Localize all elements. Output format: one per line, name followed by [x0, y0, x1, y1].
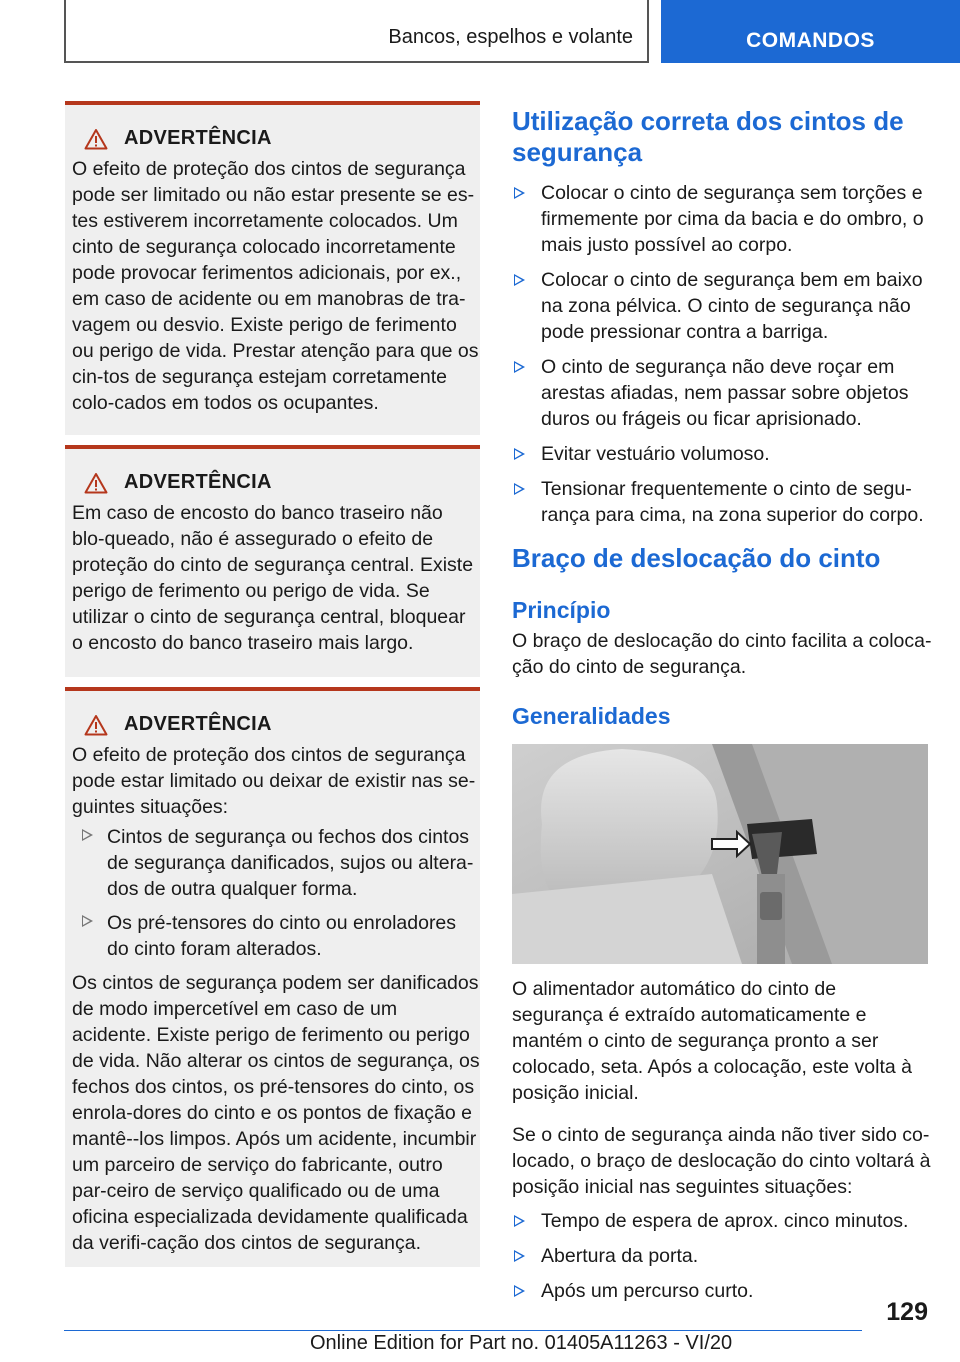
return-conditions-list	[512, 1208, 932, 1304]
bullet-triangle-icon	[514, 448, 525, 460]
warning-list	[72, 824, 480, 962]
paragraph-auto-feeder: O alimentador automático do cinto de segurança é extraído automaticamente e mantém o cinto de segurança pronto a ser colocado, seta. Após a colocação, este volta à posição inicial.	[512, 978, 913, 1104]
list-item: Evitar vestuário volumoso.	[512, 441, 932, 467]
section-title: Bancos, espelhos e volante	[388, 26, 633, 48]
heading-belt-arm: Braço de deslocação do cinto	[512, 543, 881, 573]
warning-outro: Os cintos de segurança podem ser danificados de modo impercetível em caso de um acidente. Existe perigo de ferimento ou perigo de vida. Não alterar os cintos de segurança, os fechos dos cintos, os pré-tensores do cinto, os enrola‐dores do cinto e os pontos de fixação e mantê‐-los limpos. Após um acidente, incumbir um parceiro de serviço do fabricante, outro par‐ceiro de serviço qualificado ou de uma oficina especializada devidamente qualificada da verifi‐cação dos cintos de segurança.	[72, 972, 480, 1254]
list-item: Tempo de espera de aprox. cinco minutos.	[512, 1208, 932, 1234]
paragraph-return-conditions: Se o cinto de segurança ainda não tiver sido co‐locado, o braço de deslocação do cinto voltará à posição inicial nas seguintes situações:	[512, 1124, 931, 1198]
footer-divider	[64, 1330, 862, 1331]
footer-edition: Online Edition for Part no. 01405A11263 - VI/20	[310, 1332, 733, 1354]
list-item: Os pré-tensores do cinto ou enroladores do cinto foram alterados.	[72, 910, 480, 962]
warning-text: O efeito de proteção dos cintos de segurança pode ser limitado ou não estar presente se es‐tes estiverem incorretamente colocados. Um cinto de segurança colocado incorretamente pode provocar ferimentos adicionais, por ex., em caso de acidente ou em manobras de tra‐vagem ou desvio. Existe perigo de ferimento ou perigo de vida. Prestar atenção para que os cin‐tos de segurança estejam corretamente colo‐cados em todos os ocupantes.	[72, 158, 479, 414]
bullet-triangle-icon	[514, 187, 525, 199]
bullet-triangle-icon	[514, 483, 525, 495]
warning-triangle-icon	[84, 714, 108, 736]
subheading-general: Generalidades	[512, 703, 671, 729]
warning-intro: O efeito de proteção dos cintos de segurança pode estar limitado ou deixar de existir nas se‐guintes situações:	[72, 744, 476, 818]
warning-triangle-icon	[84, 472, 108, 494]
page-number: 129	[886, 1298, 928, 1326]
header-chapter-tab[interactable]	[661, 0, 960, 63]
warning-title: ADVERTÊNCIA	[84, 127, 480, 150]
chapter-title: COMANDOS	[746, 29, 875, 52]
right-column	[512, 100, 932, 1313]
bullet-triangle-icon	[514, 274, 525, 286]
bullet-triangle-icon	[514, 1285, 525, 1297]
bullet-triangle-icon	[514, 1250, 525, 1262]
list-item: Cintos de segurança ou fechos dos cintos de segurança danificados, sujos ou altera‐dos de outra qualquer forma.	[72, 824, 480, 902]
warning-box-2	[65, 445, 480, 677]
warning-triangle-icon	[84, 128, 108, 150]
bullet-triangle-icon	[82, 915, 93, 927]
warning-box-3	[65, 687, 480, 1267]
header-section-title	[64, 0, 649, 63]
correct-use-list	[512, 180, 932, 528]
principle-text: O braço de deslocação do cinto facilita a coloca‐ção do cinto de segurança.	[512, 630, 932, 678]
list-item: Colocar o cinto de segurança bem em baixo na zona pélvica. O cinto de segurança não pode pressionar contra a barriga.	[512, 267, 932, 345]
list-item: Após um percurso curto.	[512, 1278, 932, 1304]
bullet-triangle-icon	[514, 361, 525, 373]
list-item: Colocar o cinto de segurança sem torções e firmemente por cima da bacia e do ombro, o mais justo possível ao corpo.	[512, 180, 932, 258]
seat-belt-illustration	[512, 744, 928, 964]
bullet-triangle-icon	[514, 1215, 525, 1227]
warning-box-1	[65, 101, 480, 435]
list-item: Abertura da porta.	[512, 1243, 932, 1269]
heading-correct-use: Utilização correta dos cintos de segurança	[512, 106, 904, 167]
list-item: O cinto de segurança não deve roçar em arestas afiadas, nem passar sobre objetos duros ou frágeis ou ficar aprisionado.	[512, 354, 932, 432]
warning-text: Em caso de encosto do banco traseiro não blo‐queado, não é assegurado o efeito de proteção do cinto de segurança central. Existe perigo de ferimento ou perigo de vida. Se utilizar o cinto de segurança central, bloquear o encosto do banco traseiro mais largo.	[72, 502, 474, 654]
belt-arm-photo	[512, 744, 928, 964]
bullet-triangle-icon	[82, 829, 93, 841]
warning-title: ADVERTÊNCIA	[84, 713, 480, 736]
list-item: Tensionar frequentemente o cinto de segu‐rança para cima, na zona superior do corpo.	[512, 476, 932, 528]
warning-title: ADVERTÊNCIA	[84, 471, 480, 494]
subheading-principle: Princípio	[512, 597, 611, 623]
